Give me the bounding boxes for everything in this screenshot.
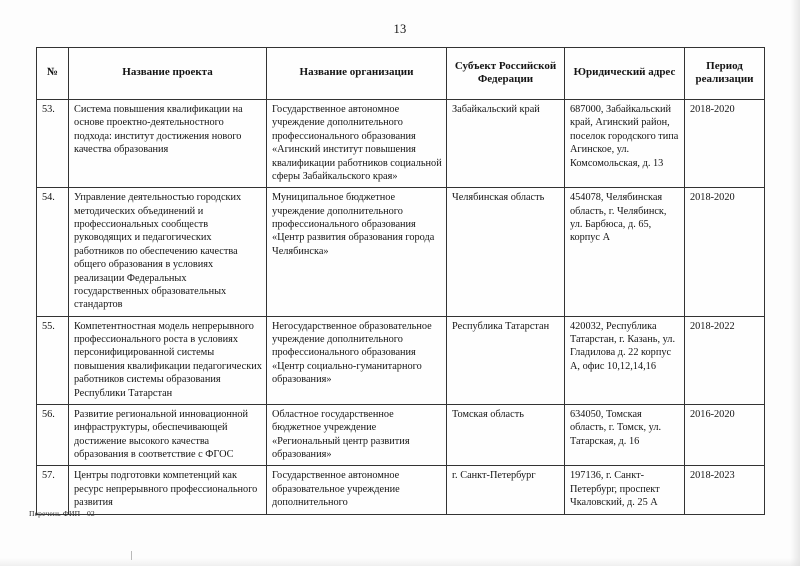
cell-number: 53. xyxy=(37,100,69,188)
table-row xyxy=(37,466,765,514)
cell-address: 687000, Забайкальский край, Агинский район, поселок городского типа Агинское, ул. Комсомольская, д. 13 xyxy=(565,100,685,188)
cell-period: 2016-2020 xyxy=(685,404,765,466)
cell-period: 2018-2022 xyxy=(685,316,765,404)
scan-tick-mark xyxy=(131,551,132,560)
table-body xyxy=(37,100,765,515)
table-header xyxy=(37,48,765,100)
column-header-organization: Название организации xyxy=(267,48,447,100)
cell-address: 197136, г. Санкт-Петербург, проспект Чкаловский, д. 25 А xyxy=(565,466,685,514)
table-container xyxy=(36,47,764,515)
cell-number: 57. xyxy=(37,466,69,514)
scan-edge-shadow-right xyxy=(790,0,800,566)
cell-organization: Государственное автономное учреждение дополнительного профессионального образования «Агинский институт повышения квалификации работников социальной сферы Забайкальского края» xyxy=(267,100,447,188)
cell-subject: г. Санкт-Петербург xyxy=(447,466,565,514)
cell-project: Система повышения квалификации на основе проектно-деятельностного подхода: институт достижения нового качества образования xyxy=(69,100,267,188)
cell-organization: Областное государственное бюджетное учреждение «Региональный центр развития образования» xyxy=(267,404,447,466)
cell-period: 2018-2020 xyxy=(685,100,765,188)
table-row xyxy=(37,100,765,188)
scan-edge-shadow-bottom xyxy=(0,558,800,566)
cell-subject: Республика Татарстан xyxy=(447,316,565,404)
column-header-subject: Субъект Российской Федерации xyxy=(447,48,565,100)
table-row xyxy=(37,316,765,404)
cell-number: 55. xyxy=(37,316,69,404)
cell-number: 54. xyxy=(37,188,69,316)
cell-organization: Государственное автономное образовательное учреждение дополнительного xyxy=(267,466,447,514)
table-row xyxy=(37,404,765,466)
page-number: 13 xyxy=(393,22,407,36)
cell-period: 2018-2023 xyxy=(685,466,765,514)
footer-note: Перечень ФИП - 02 xyxy=(29,509,95,518)
cell-number: 56. xyxy=(37,404,69,466)
table-row xyxy=(37,188,765,316)
cell-period: 2018-2020 xyxy=(685,188,765,316)
column-header-number: № xyxy=(37,48,69,100)
cell-organization: Муниципальное бюджетное учреждение дополнительного профессионального образования «Центр развития образования города Челябинска» xyxy=(267,188,447,316)
column-header-project: Название проекта xyxy=(69,48,267,100)
cell-address: 634050, Томская область, г. Томск, ул. Татарская, д. 16 xyxy=(565,404,685,466)
table-header-row xyxy=(37,48,765,100)
cell-subject: Забайкальский край xyxy=(447,100,565,188)
cell-organization: Негосударственное образовательное учреждение дополнительного профессионального образования «Центр социально-гуманитарного образования» xyxy=(267,316,447,404)
cell-address: 420032, Республика Татарстан, г. Казань, ул. Гладилова д. 22 корпус А, офис 10,12,14,16 xyxy=(565,316,685,404)
cell-project: Управление деятельностью городских методических объединений и профессиональных сообществ руководящих и педагогических работников по обеспечению качества общего образования в условиях реализации Федеральных государственных образовательных стандартов xyxy=(69,188,267,316)
projects-table xyxy=(36,47,765,515)
cell-subject: Челябинская область xyxy=(447,188,565,316)
cell-subject: Томская область xyxy=(447,404,565,466)
column-header-address: Юридический адрес xyxy=(565,48,685,100)
cell-project: Компетентностная модель непрерывного профессионального роста в условиях персонифицированной системы повышения квалификации педагогических работников системы образования Республики Татарстан xyxy=(69,316,267,404)
cell-project: Развитие региональной инновационной инфраструктуры, обеспечивающей достижение высокого качества образования в соответствие с ФГОС xyxy=(69,404,267,466)
column-header-period: Период реализации xyxy=(685,48,765,100)
cell-address: 454078, Челябинская область, г. Челябинск, ул. Барбюса, д. 65, корпус А xyxy=(565,188,685,316)
cell-project: Центры подготовки компетенций как ресурс непрерывного профессионального развития xyxy=(69,466,267,514)
